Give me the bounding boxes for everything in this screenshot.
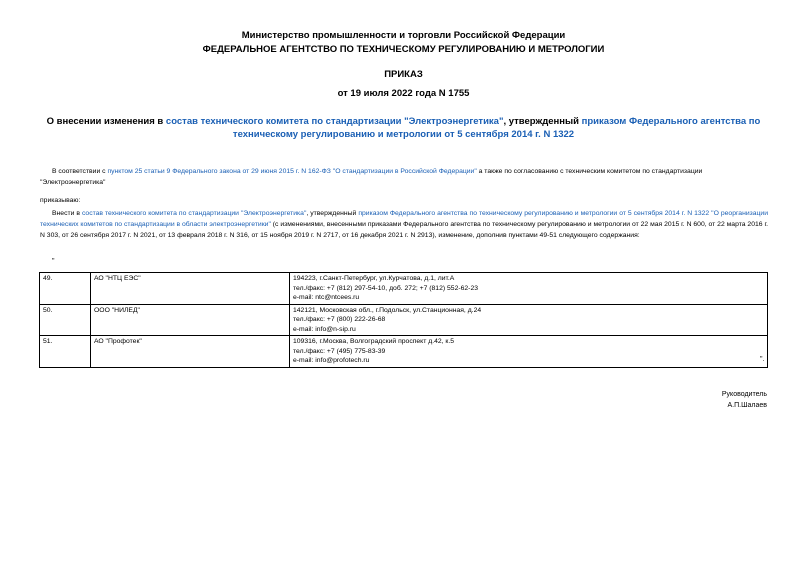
quote-open: " [52,258,55,265]
organization-contacts [290,304,768,336]
table-row [40,273,768,305]
document-date: от 19 июля 2022 года N 1755 [337,88,470,99]
organization-contacts [290,336,768,368]
organization-name: АО "Профотек" [91,336,290,368]
title-link-order[interactable]: приказом Федерального агентства по техническому регулированию и метрологии от 5 сентября 2014 г. N 1322 [232,116,761,140]
document-title [30,115,777,141]
link-federal-law[interactable]: пунктом 25 статьи 9 Федерального закона от 29 июня 2015 г. N 162-ФЗ "О стандартизации в Российской Федерации" [107,168,477,175]
paragraph-amendment [40,208,768,241]
table-row [40,336,768,368]
paragraph-basis [40,166,768,188]
ministry-name: Министерство промышленности и торговли Российской Федерации [241,30,566,41]
phone: тел./факс: +7 (800) 222-26-68 [293,316,386,323]
address: 109316, г.Москва, Волгоградский проспект д.42, к.5 [293,338,455,345]
link-order-1322[interactable]: приказом Федерального агентства по техническому регулированию и метрологии от 5 сентября 2014 г. N 1322 "О реорганизации технических комитетов по стандартизации в области электроэнергетики" [40,210,769,228]
paragraph-order: приказываю: [40,197,81,204]
title-text-1: О внесении изменения в [46,116,166,127]
quote-close: ". [760,356,765,363]
organization-name: АО "НТЦ ЕЭС" [91,273,290,305]
email: e-mail: ntc@ntcees.ru [293,294,360,301]
email: e-mail: info@n-sip.ru [293,325,356,333]
p3-text-b: , утвержденный [306,210,359,217]
address: 142121, Московская обл., г.Подольск, ул.Станционная, д.24 [293,306,482,314]
link-committee-composition[interactable]: состав технического комитета по стандартизации "Электроэнергетика" [81,210,307,217]
p1-text-a: В соответствии с [52,168,108,175]
phone: тел./факс: +7 (812) 297-54-10, доб. 272; +7 (812) 552-62-23 [293,284,479,292]
phone: тел./факс: +7 (495) 775-83-39 [293,347,386,355]
p1-text-b: а также по согласованию с техническим комитетом по стандартизации "Электроэнергетика" [40,168,703,186]
row-number: 50. [40,304,91,336]
address: 194223, г.Санкт-Петербург, ул.Курчатова, д.1, лит.А [293,275,455,282]
title-text-2: , утвержденный [503,116,582,127]
amendment-table [39,272,768,368]
organization-name: ООО "НИЛЕД" [91,304,290,336]
document-type: ПРИКАЗ [384,69,423,80]
p3-text-c: (с изменениями, внесенными приказами Федерального агентства по техническому регулированию и метрологии от 22 мая 2015 г. N 600, от 22 марта 2016 г. N 303, от 26 сентября 2017 г. N 2021, от 13 февраля 2018 г. N 316, от 15 ноября 2019 г. N 2717, от 16 декабря 2021 г. N 2913), изменение, дополнив пунктами 49-51 следующего содержания: [40,221,768,239]
title-link-committee[interactable]: состав технического комитета по стандартизации "Электроэнергетика" [165,116,504,127]
organization-contacts [290,273,768,305]
row-number: 49. [40,273,91,305]
row-number: 51. [40,336,91,368]
email: e-mail: info@profotech.ru [293,357,370,364]
agency-name: ФЕДЕРАЛЬНОЕ АГЕНТСТВО ПО ТЕХНИЧЕСКОМУ РЕГУЛИРОВАНИЮ И МЕТРОЛОГИИ [202,44,605,55]
p3-text-a: Внести в [52,210,82,217]
table-row [40,304,768,336]
signatory-name: А.П.Шалаев [727,402,767,409]
signatory-role: Руководитель [721,391,767,398]
